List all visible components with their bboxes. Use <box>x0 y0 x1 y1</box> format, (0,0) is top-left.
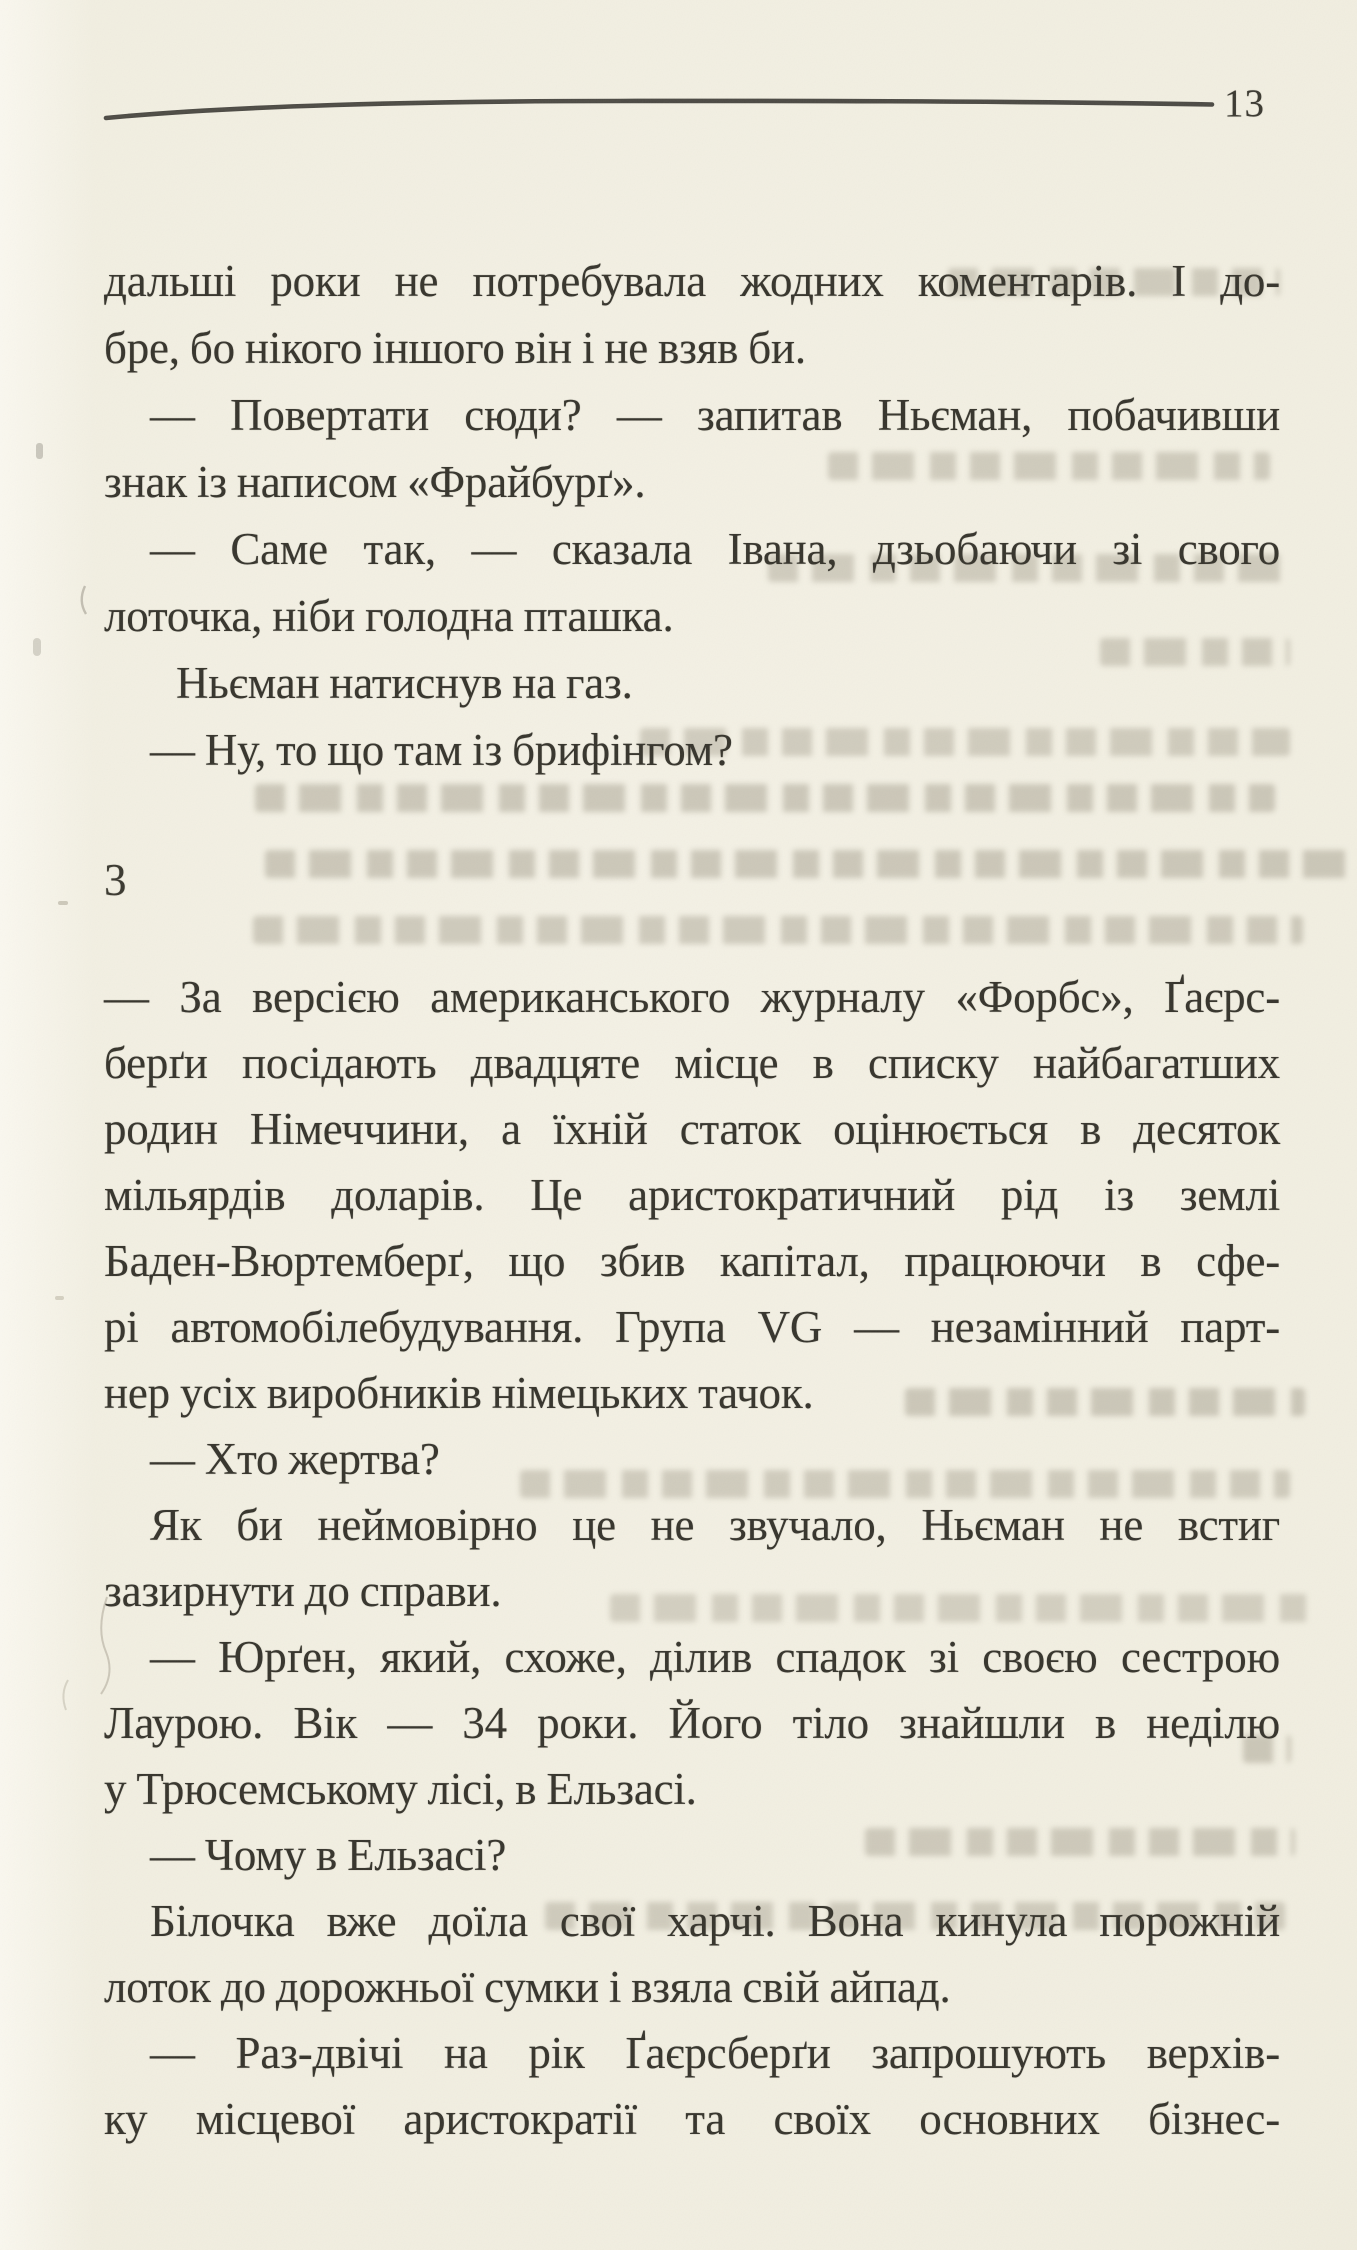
text-line: — Раз-двічі на рік Ґаєрсберґи запрошують верхів- <box>150 2028 1280 2078</box>
text-line: нер усіх виробників німецьких тачок. <box>104 1368 814 1418</box>
text-line: мільярдів доларів. Це аристократичний рід із землі <box>104 1170 1280 1220</box>
text-line: дальші роки не потребувала жодних коментарів. І до- <box>104 256 1280 306</box>
scan-speck <box>33 638 41 656</box>
text-line: Як би неймовірно це не звучало, Ньєман не встиг <box>150 1500 1280 1550</box>
paragraph <box>104 964 1280 1426</box>
paragraph <box>104 382 1280 516</box>
text-line: — Ну, то що там із брифінгом? <box>150 725 733 775</box>
text-line: — Чому в Ельзасі? <box>150 1830 507 1880</box>
header-rule <box>0 0 1357 160</box>
scan-speck <box>55 1296 64 1300</box>
text-line: бре, бо нікого іншого він і не взяв би. <box>104 323 806 373</box>
scan-speck <box>36 443 43 459</box>
text-line: знак із написом «Фрайбурґ». <box>104 457 646 507</box>
paragraph <box>104 1492 1280 1624</box>
text-line: рі автомобілебудування. Група VG — незамінний парт- <box>104 1302 1280 1352</box>
text-line: Білочка вже доїла свої харчі. Вона кинула порожній <box>150 1896 1280 1946</box>
text-line: — Юрґен, який, схоже, ділив спадок зі своєю сестрою <box>150 1632 1280 1682</box>
paragraph <box>104 2020 1280 2152</box>
paragraph <box>104 1426 1280 1492</box>
paragraph <box>104 248 1280 382</box>
text-line: Ньєман натиснув на газ. <box>176 658 633 708</box>
text-line: берґи посідають двадцяте місце в списку найбагатших <box>104 1038 1280 1088</box>
text-line: лоток до дорожньої сумки і взяла свій айпад. <box>104 1962 951 2012</box>
scan-mark <box>82 586 86 614</box>
text-line: лоточка, ніби голодна пташка. <box>104 591 674 641</box>
paragraph <box>104 1888 1280 2020</box>
scan-edge-light <box>0 0 95 2250</box>
text-line: — Саме так, — сказала Івана, дзьобаючи зі свого <box>150 524 1280 574</box>
text-line: Лаурою. Вік — 34 роки. Його тіло знайшли в неділю <box>104 1698 1280 1748</box>
text-line: — За версією американського журналу «Форбс», Ґаєрс- <box>104 972 1280 1022</box>
page-number: 13 <box>1224 82 1265 125</box>
paragraph <box>104 1822 1280 1888</box>
scan-speck <box>58 901 68 905</box>
paragraph <box>104 516 1280 650</box>
section-number: 3 <box>104 855 127 905</box>
paragraph <box>104 1624 1280 1822</box>
text-block-top <box>104 248 1280 784</box>
text-block <box>104 248 1280 2152</box>
text-line: зазирнути до справи. <box>104 1566 502 1616</box>
paragraph <box>104 717 1280 784</box>
text-line: ку місцевої аристократії та своїх основних бізнес- <box>104 2094 1280 2144</box>
paragraph <box>104 650 1280 717</box>
text-line: у Трюсемському лісі, в Ельзасі. <box>104 1764 697 1814</box>
text-line: — Хто жертва? <box>150 1434 440 1484</box>
text-line: — Повертати сюди? — запитав Ньєман, побачивши <box>150 390 1280 440</box>
text-line: родин Німеччини, а їхній статок оцінюється в десяток <box>104 1104 1280 1154</box>
scan-mark <box>63 1680 68 1710</box>
text-line: Баден-Вюртемберґ, що збив капітал, працюючи в сфе- <box>104 1236 1280 1286</box>
text-block-bottom <box>104 964 1280 2152</box>
